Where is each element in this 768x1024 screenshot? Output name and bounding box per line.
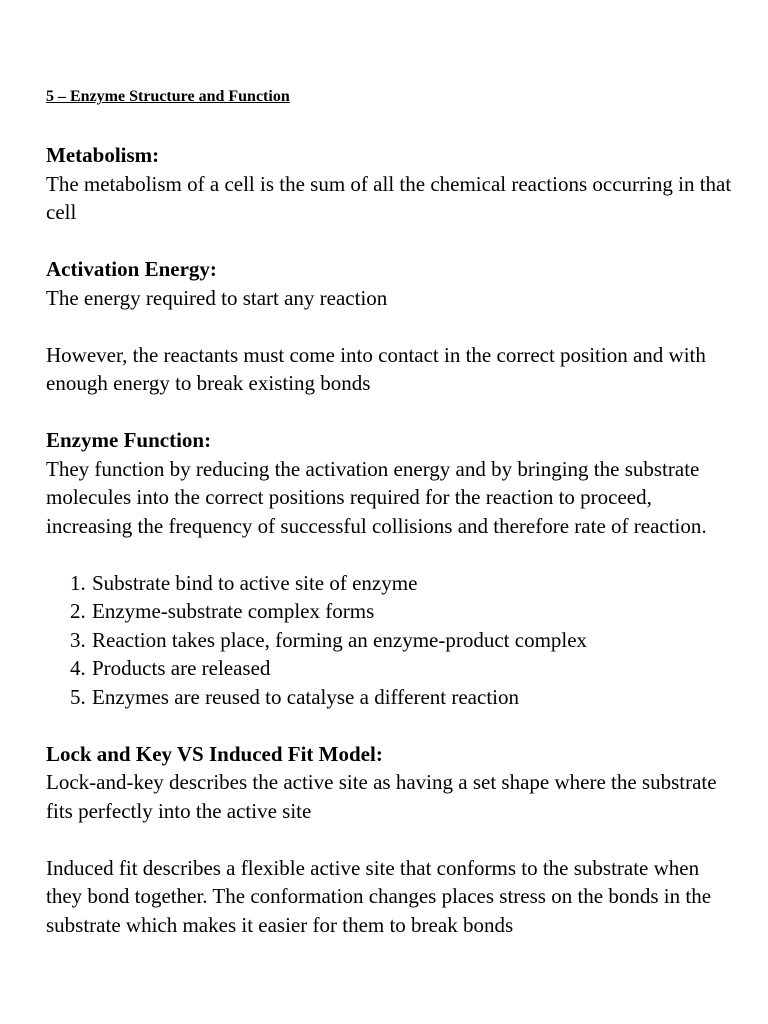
list-item: 3. Reaction takes place, forming an enzyme-product complex [70, 627, 588, 652]
models-heading: Lock and Key VS Induced Fit Model: [46, 741, 383, 766]
metabolism-section [46, 141, 736, 227]
list-item: 2. Enzyme-substrate complex forms [70, 599, 375, 623]
lock-and-key-text: Lock-and-key describes the active site as having a set shape where the substrate fits perfectly into the active site [46, 770, 717, 823]
document-page [46, 86, 736, 939]
activation-energy-text: The energy required to start any reaction [46, 285, 388, 310]
list-item: 5. Enzymes are reused to catalyse a different reaction [70, 684, 519, 709]
metabolism-text: The metabolism of a cell is the sum of all the chemical reactions occurring in that cell [46, 171, 732, 224]
list-item: 4. Products are released [70, 656, 271, 680]
enzyme-function-heading: Enzyme Function: [46, 428, 212, 452]
enzyme-function-text: They function by reducing the activation energy and by bringing the substrate molecules into the correct positions required for the reaction to proceed, increasing the frequency of successful collisions and therefore rate of reaction. [46, 456, 707, 538]
models-section [46, 740, 736, 940]
enzyme-steps-list [46, 569, 736, 712]
activation-energy-note: However, the reactants must come into contact in the correct position and with enough energy to break existing bonds [46, 342, 706, 395]
activation-energy-section [46, 255, 736, 398]
document-title: 5 – Enzyme Structure and Function [46, 88, 290, 105]
list-item: 1. Substrate bind to active site of enzyme [70, 570, 418, 595]
enzyme-function-section [46, 426, 736, 711]
metabolism-heading: Metabolism: [46, 143, 160, 167]
induced-fit-text: Induced fit describes a flexible active site that conforms to the substrate when they bond together. The conformation changes places stress on the bonds in the substrate which makes it easier for them to break bonds [46, 855, 712, 937]
activation-energy-heading: Activation Energy: [46, 257, 217, 281]
